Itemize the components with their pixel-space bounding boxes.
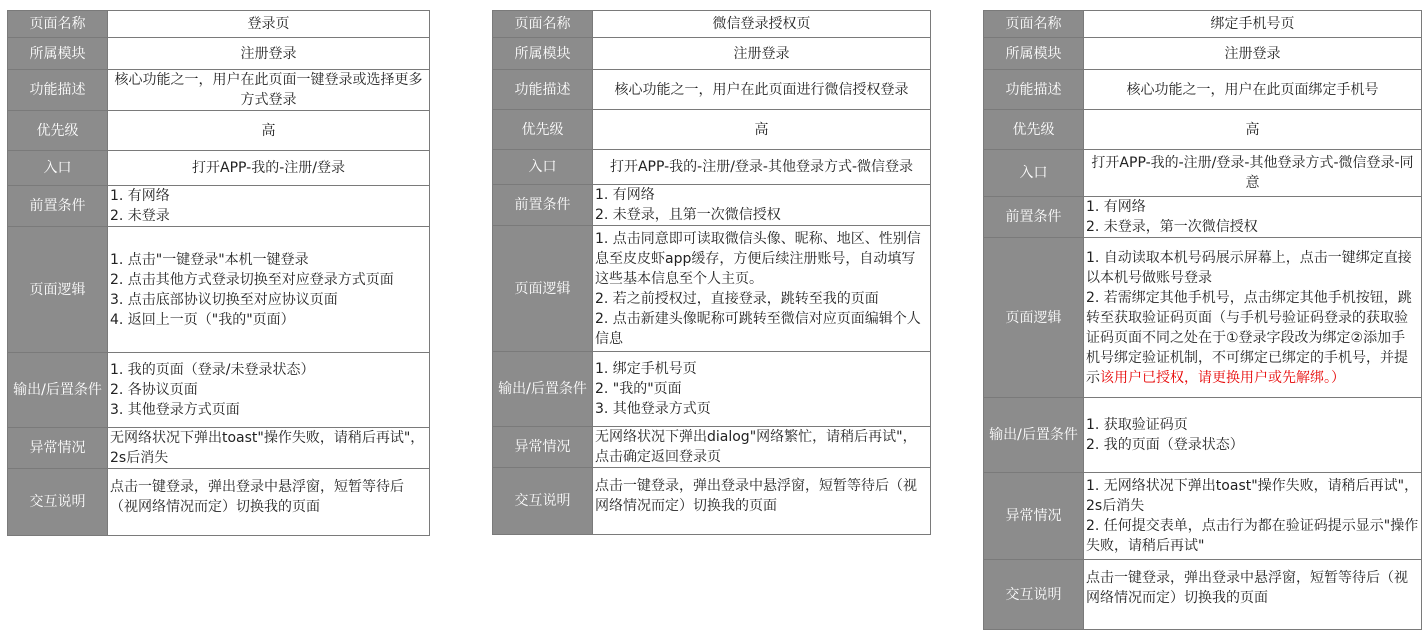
precondition-line: 1. 有网络 xyxy=(110,188,170,204)
label-precondition: 前置条件 xyxy=(8,186,108,227)
output-line: 2. "我的"页面 xyxy=(595,381,682,397)
logic-line: 1. 点击同意即可读取微信头像、昵称、地区、性别信息至皮皮虾app缓存，方便后续注册账号，自动填写这些基本信息至个人主页。 xyxy=(595,230,921,287)
label-description: 功能描述 xyxy=(984,70,1084,110)
spec-table-bind-phone xyxy=(983,10,1422,630)
label-page-logic: 页面逻辑 xyxy=(8,227,108,353)
value-exception xyxy=(1084,473,1422,560)
value-description: 核心功能之一，用户在此页面绑定手机号 xyxy=(1084,70,1422,110)
output-line: 2. 我的页面（登录状态） xyxy=(1086,437,1244,453)
output-line: 1. 获取验证码页 xyxy=(1086,417,1188,433)
label-interaction: 交互说明 xyxy=(8,469,108,536)
value-page-logic xyxy=(1084,238,1422,398)
label-priority: 优先级 xyxy=(984,110,1084,150)
label-interaction: 交互说明 xyxy=(984,560,1084,630)
value-page-logic xyxy=(593,226,931,352)
logic-line xyxy=(1086,288,1419,388)
output-line: 3. 其他登录方式页面 xyxy=(110,402,240,418)
logic-line: 1. 点击"一键登录"本机一键登录 xyxy=(110,251,309,268)
label-page-name: 页面名称 xyxy=(493,11,593,38)
label-module: 所属模块 xyxy=(493,38,593,70)
output-line: 2. 各协议页面 xyxy=(110,382,198,398)
value-page-name: 绑定手机号页 xyxy=(1084,11,1422,38)
label-page-logic: 页面逻辑 xyxy=(984,238,1084,398)
value-module: 注册登录 xyxy=(108,38,430,70)
value-description: 核心功能之一，用户在此页面一键登录或选择更多方式登录 xyxy=(108,70,430,111)
value-interaction: 点击一键登录，弹出登录中悬浮窗，短暂等待后（视网络情况而定）切换我的页面 xyxy=(108,469,430,536)
label-page-name: 页面名称 xyxy=(984,11,1084,38)
logic-line: 4. 返回上一页（"我的"页面） xyxy=(110,311,295,328)
value-interaction: 点击一键登录，弹出登录中悬浮窗，短暂等待后（视网络情况而定）切换我的页面 xyxy=(1084,560,1422,630)
label-exception: 异常情况 xyxy=(984,473,1084,560)
logic-line: 2. 若之前授权过，直接登录，跳转至我的页面 xyxy=(595,290,879,307)
exception-line: 2. 任何提交表单，点击行为都在验证码提示显示"操作失败，请稍后再试" xyxy=(1086,518,1419,554)
value-module: 注册登录 xyxy=(1084,38,1422,70)
label-priority: 优先级 xyxy=(8,111,108,151)
value-entry: 打开APP-我的-注册/登录-其他登录方式-微信登录 xyxy=(593,150,931,185)
value-precondition xyxy=(108,186,430,227)
label-output: 输出/后置条件 xyxy=(984,398,1084,473)
label-output: 输出/后置条件 xyxy=(493,352,593,427)
value-priority: 高 xyxy=(1084,110,1422,150)
value-exception: 无网络状况下弹出dialog"网络繁忙，请稍后再试"，点击确定返回登录页 xyxy=(593,427,931,468)
precondition-line: 2. 未登录，且第一次微信授权 xyxy=(595,207,781,223)
label-priority: 优先级 xyxy=(493,110,593,150)
value-interaction: 点击一键登录，弹出登录中悬浮窗，短暂等待后（视网络情况而定）切换我的页面 xyxy=(593,468,931,535)
value-description: 核心功能之一，用户在此页面进行微信授权登录 xyxy=(593,70,931,110)
label-description: 功能描述 xyxy=(493,70,593,110)
warning-text: 该用户已授权，请更换用户或先解绑。） xyxy=(1100,369,1345,386)
value-exception: 无网络状况下弹出toast"操作失败，请稍后再试"，2s后消失 xyxy=(108,428,430,469)
value-output xyxy=(593,352,931,427)
spec-table-wechat-auth xyxy=(492,10,931,535)
precondition-line: 1. 有网络 xyxy=(1086,199,1146,215)
label-exception: 异常情况 xyxy=(8,428,108,469)
value-precondition xyxy=(593,185,931,226)
label-page-name: 页面名称 xyxy=(8,11,108,38)
logic-line: 1. 自动读取本机号码展示屏幕上，点击一键绑定直接以本机号做账号登录 xyxy=(1086,249,1412,286)
logic-line: 2. 点击其他方式登录切换至对应登录方式页面 xyxy=(110,271,394,288)
label-output: 输出/后置条件 xyxy=(8,353,108,428)
value-output xyxy=(1084,398,1422,473)
output-line: 1. 绑定手机号页 xyxy=(595,361,697,377)
label-description: 功能描述 xyxy=(8,70,108,111)
precondition-line: 2. 未登录，第一次微信授权 xyxy=(1086,219,1258,235)
precondition-line: 2. 未登录 xyxy=(110,208,170,224)
logic-text: 2. 若需绑定其他手机号，点击绑定其他手机按钮，跳转至获取验证码页面（与手机号验证码登录的获取验证码页面不同之处在于①登录字段改为绑定②添加手机号绑定验证机制，不可绑定已绑定的手机号，并提示 xyxy=(1086,289,1412,386)
value-page-logic xyxy=(108,227,430,353)
label-module: 所属模块 xyxy=(984,38,1084,70)
label-exception: 异常情况 xyxy=(493,427,593,468)
label-entry: 入口 xyxy=(984,150,1084,197)
precondition-line: 1. 有网络 xyxy=(595,187,655,203)
exception-line: 1. 无网络状况下弹出toast"操作失败，请稍后再试"，2s后消失 xyxy=(1086,478,1419,514)
value-entry: 打开APP-我的-注册/登录 xyxy=(108,151,430,186)
logic-line: 3. 点击底部协议切换至对应协议页面 xyxy=(110,291,338,308)
value-page-name: 微信登录授权页 xyxy=(593,11,931,38)
output-line: 3. 其他登录方式页 xyxy=(595,401,711,417)
value-entry: 打开APP-我的-注册/登录-其他登录方式-微信登录-同意 xyxy=(1084,150,1422,197)
value-priority: 高 xyxy=(593,110,931,150)
label-entry: 入口 xyxy=(493,150,593,185)
value-precondition xyxy=(1084,197,1422,238)
logic-line: 2. 点击新建头像昵称可跳转至微信对应页面编辑个人信息 xyxy=(595,310,921,347)
value-module: 注册登录 xyxy=(593,38,931,70)
label-precondition: 前置条件 xyxy=(493,185,593,226)
label-entry: 入口 xyxy=(8,151,108,186)
label-page-logic: 页面逻辑 xyxy=(493,226,593,352)
label-interaction: 交互说明 xyxy=(493,468,593,535)
label-precondition: 前置条件 xyxy=(984,197,1084,238)
output-line: 1. 我的页面（登录/未登录状态） xyxy=(110,362,315,378)
label-module: 所属模块 xyxy=(8,38,108,70)
value-output xyxy=(108,353,430,428)
spec-table-login xyxy=(7,10,430,536)
value-page-name: 登录页 xyxy=(108,11,430,38)
value-priority: 高 xyxy=(108,111,430,151)
